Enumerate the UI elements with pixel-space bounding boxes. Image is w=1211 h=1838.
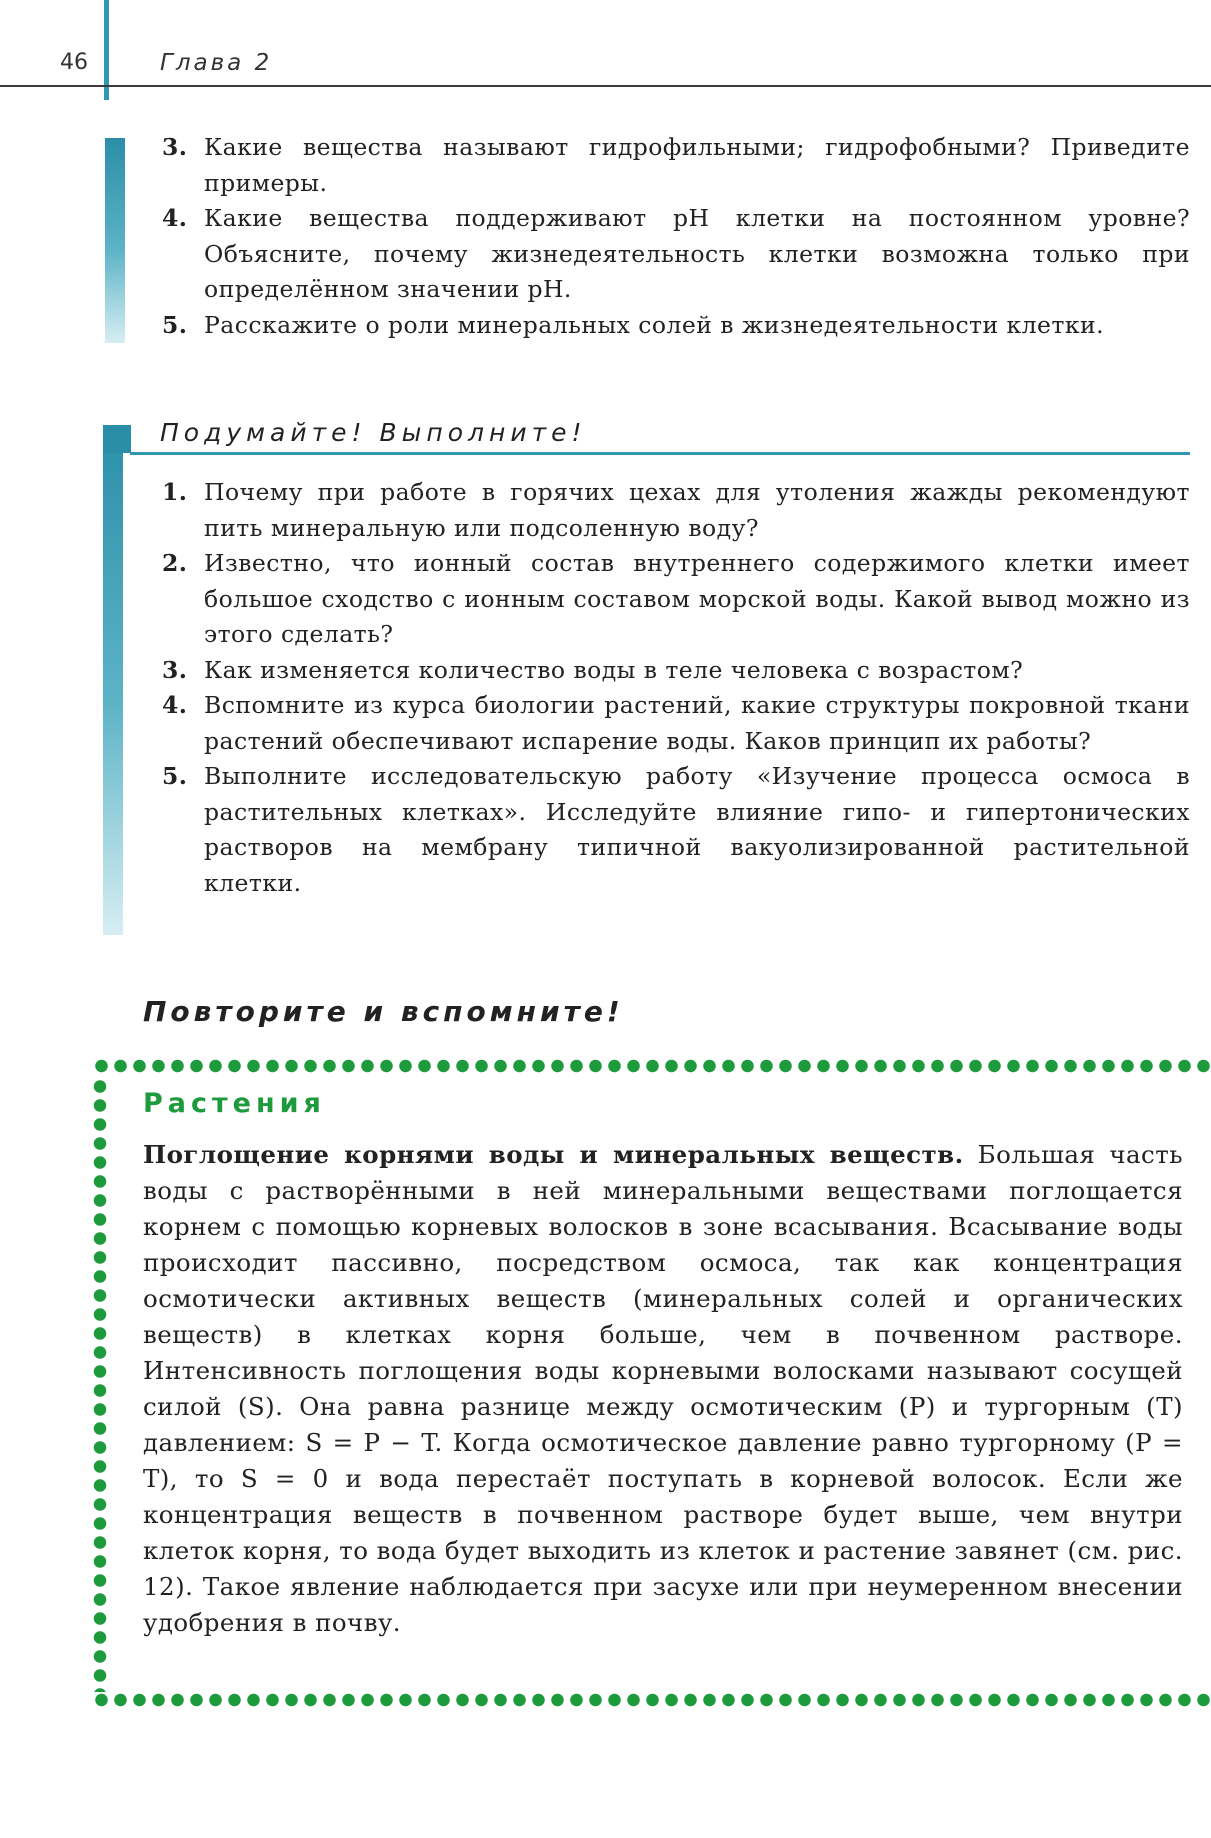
list-item: 4. Какие вещества поддерживают pH клетки на постоянном уровне? Объясните, почему жизнедеятельность клетки возможна только при определённом значении pH. [162,204,1190,303]
dotted-border-top [92,1058,1211,1074]
list-item: 3. Какие вещества называют гидрофильными; гидрофобными? Приведите примеры. [162,133,1190,197]
think-side-bar [103,425,123,935]
plants-lead: Поглощение корнями воды и минеральных веществ. [143,1140,964,1169]
list-item: 4. Вспомните из курса биологии растений, какие структуры покровной ткани растений обеспечивают испарение воды. Каков принцип их работы? [162,691,1190,755]
list-item: 5. Расскажите о роли минеральных солей в жизнедеятельности клетки. [162,310,1105,339]
chapter-title: Глава 2 [160,50,273,76]
plants-subtitle: Растения [143,1088,326,1119]
page-number: 46 [60,50,88,75]
questions-list [162,130,1190,343]
think-list [162,475,1190,901]
plants-paragraph [143,1137,1183,1641]
dotted-border-bottom [92,1692,1211,1708]
questions-side-bar [105,138,125,343]
repeat-section-title: Повторите и вспомните! [143,995,624,1028]
list-item: 3. Как изменяется количество воды в теле человека с возрастом? [162,655,1024,684]
think-section-rule [130,452,1190,455]
list-item: 1. Почему при работе в горячих цехах для утоления жажды рекомендуют пить минеральную или подсоленную воду? [162,478,1190,542]
think-section-title: Подумайте! Выполните! [160,418,587,447]
list-item: 5. Выполните исследовательскую работу «Изучение процесса осмоса в растительных клетках». Исследуйте влияние гипо- и гипертонических растворов на мембрану типичной вакуолизированной растительной клетки. [162,762,1190,897]
think-bar-cap [103,425,131,453]
dotted-border-left [92,1077,108,1692]
plants-body: Большая часть воды с растворёнными в ней минеральными веществами поглощается корнем с помощью корневых волосков в зоне всасывания. Всасывание воды происходит пассивно, посредством осмоса, так как концентрация осмотически активных веществ (минеральных солей и органических веществ) в клетках корня больше, чем в почвенном растворе. Интенсивность поглощения воды корневыми волосками называют сосущей силой (S). Она равна разнице между осмотическим (P) и тургорным (T) давлением: S = P − T. Когда осмотическое давление равно тургорному (P = T), то S = 0 и вода перестаёт поступать в корневой волосок. Если же концентрация веществ в почвенном растворе будет выше, чем внутри клеток корня, то вода будет выходить из клеток и растение завянет (см. рис. 12). Такое явление наблюдается при засухе или при неумеренном внесении удобрения в почву. [143,1140,1184,1637]
header-horizontal-rule [0,85,1211,87]
list-item: 2. Известно, что ионный состав внутреннего содержимого клетки имеет большое сходство с ионным составом морской воды. Какой вывод можно из этого сделать? [162,549,1190,648]
